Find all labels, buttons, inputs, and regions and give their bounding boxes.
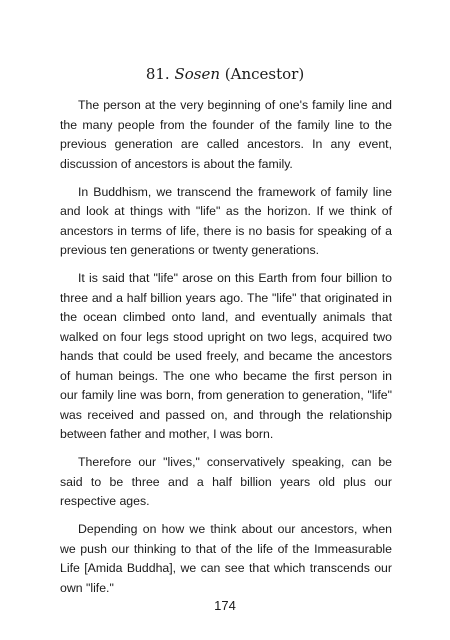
chapter-title <box>0 64 450 84</box>
paragraph: In Buddhism, we transcend the framework of family line and look at things with "life" as the horizon. If we think of ancestors in terms of life, there is no basis for speaking of a previous ten generations or twenty generations. <box>60 184 392 257</box>
chapter-term: Sosen <box>174 65 220 83</box>
chapter-gloss: (Ancestor) <box>224 65 305 83</box>
paragraph: The person at the very beginning of one's family line and the many people from the founder of the family line to the previous generation are called ancestors. In any event, discussion of ancestors is about the family. <box>60 98 392 171</box>
paragraph: Depending on how we think about our ancestors, when we push our thinking to that of the life of the Immeasurable Life [Amida Buddha], we can see that which transcends our own "life." <box>60 522 392 595</box>
body-text <box>60 96 392 607</box>
paragraph: It is said that "life" arose on this Earth from four billion to three and a half billion years ago. The "life" that originated in the ocean climbed onto land, and eventually animals that walked on four legs stood upright on two legs, acquired two hands that could be used freely, and became the ancestors of human beings. The one who became the first person in our family line was born, from generation to generation, "life" was received and passed on, and through the relationship between father and mother, I was born. <box>60 271 392 441</box>
page-number: 174 <box>214 598 236 613</box>
chapter-number: 81. <box>145 65 170 83</box>
paragraph: Therefore our "lives," conservatively speaking, can be said to be three and a half billion years old plus our respective ages. <box>60 455 392 508</box>
